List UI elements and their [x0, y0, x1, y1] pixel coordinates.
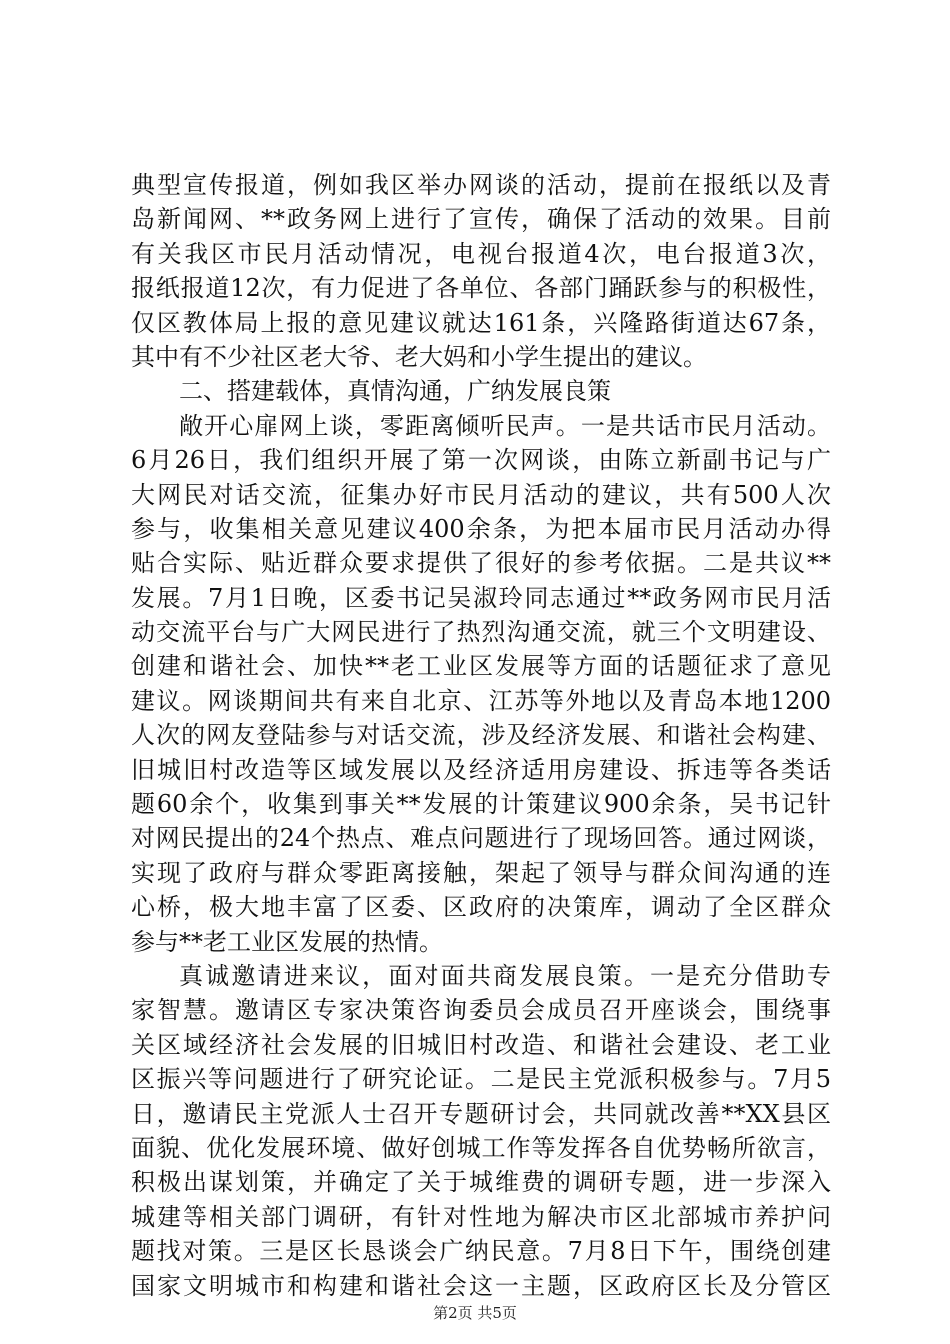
text-line: 心桥，极大地丰富了区委、区政府的决策库，调动了全区群众 — [131, 893, 831, 922]
text-line: 实现了政府与群众零距离接触，架起了领导与群众间沟通的连 — [131, 858, 831, 887]
text-line: 仅区教体局上报的意见建议就达161条，兴隆路街道达67条， — [131, 308, 831, 337]
text-line: 建议。网谈期间共有来自北京、江苏等外地以及青岛本地1200 — [131, 686, 831, 715]
text-line: 题60余个，收集到事关**发展的计策建议900余条，吴书记针 — [131, 790, 831, 819]
text-line: 大网民对话交流，征集办好市民月活动的建议，共有500人次 — [131, 480, 831, 509]
section-heading: 二、搭建载体，真情沟通，广纳发展良策 — [179, 377, 611, 406]
text-line: 贴合实际、贴近群众要求提供了很好的参考依据。二是共议** — [131, 549, 831, 578]
text-line: 创建和谐社会、加快**老工业区发展等方面的话题征求了意见 — [131, 652, 831, 681]
text-line: 有关我区市民月活动情况，电视台报道4次，电台报道3次， — [131, 239, 831, 268]
text-line: 城建等相关部门调研，有针对性地为解决市区北部城市养护问 — [131, 1202, 831, 1231]
text-line: 报纸报道12次，有力促进了各单位、各部门踊跃参与的积极性， — [131, 274, 831, 303]
text-line: 对网民提出的24个热点、难点问题进行了现场回答。通过网谈， — [131, 824, 831, 853]
text-line: 区振兴等问题进行了研究论证。二是民主党派积极参与。7月5 — [131, 1065, 831, 1094]
text-line: 发展。7月1日晚，区委书记吴淑玲同志通过**政务网市民月活 — [131, 583, 831, 612]
text-line: 题找对策。三是区长恳谈会广纳民意。7月8日下午，围绕创建 — [131, 1237, 831, 1266]
text-line: 参与，收集相关意见建议400余条，为把本届市民月活动办得 — [131, 514, 831, 543]
page-number: 第2页 共5页 — [433, 1304, 517, 1322]
page-footer — [0, 1302, 950, 1323]
text-line: 敞开心扉网上谈，零距离倾听民声。一是共话市民月活动。 — [179, 411, 831, 440]
text-line: 日，邀请民主党派人士召开专题研讨会，共同就改善**XX县区 — [131, 1099, 831, 1128]
text-line: 岛新闻网、**政务网上进行了宣传，确保了活动的效果。目前 — [131, 205, 831, 234]
document-body — [131, 168, 831, 1303]
text-line: 家智慧。邀请区专家决策咨询委员会成员召开座谈会，围绕事 — [131, 996, 831, 1025]
text-line: 6月26日，我们组织开展了第一次网谈，由陈立新副书记与广 — [131, 446, 831, 475]
text-line: 参与**老工业区发展的热情。 — [131, 927, 443, 956]
text-line: 动交流平台与广大网民进行了热烈沟通交流，就三个文明建设、 — [131, 618, 831, 647]
text-line: 人次的网友登陆参与对话交流，涉及经济发展、和谐社会构建、 — [131, 721, 831, 750]
text-line: 其中有不少社区老大爷、老大妈和小学生提出的建议。 — [131, 342, 707, 371]
text-line: 国家文明城市和构建和谐社会这一主题，区政府区长及分管区 — [131, 1271, 831, 1300]
text-line: 面貌、优化发展环境、做好创城工作等发挥各自优势畅所欲言， — [131, 1133, 831, 1162]
text-line: 旧城旧村改造等区域发展以及经济适用房建设、拆违等各类话 — [131, 755, 831, 784]
text-line: 典型宣传报道，例如我区举办网谈的活动，提前在报纸以及青 — [131, 171, 831, 199]
text-line: 积极出谋划策，并确定了关于城维费的调研专题，进一步深入 — [131, 1168, 831, 1197]
text-line: 关区域经济社会发展的旧城旧村改造、和谐社会建设、老工业 — [131, 1030, 831, 1059]
text-line: 真诚邀请进来议，面对面共商发展良策。一是充分借助专 — [179, 961, 831, 990]
